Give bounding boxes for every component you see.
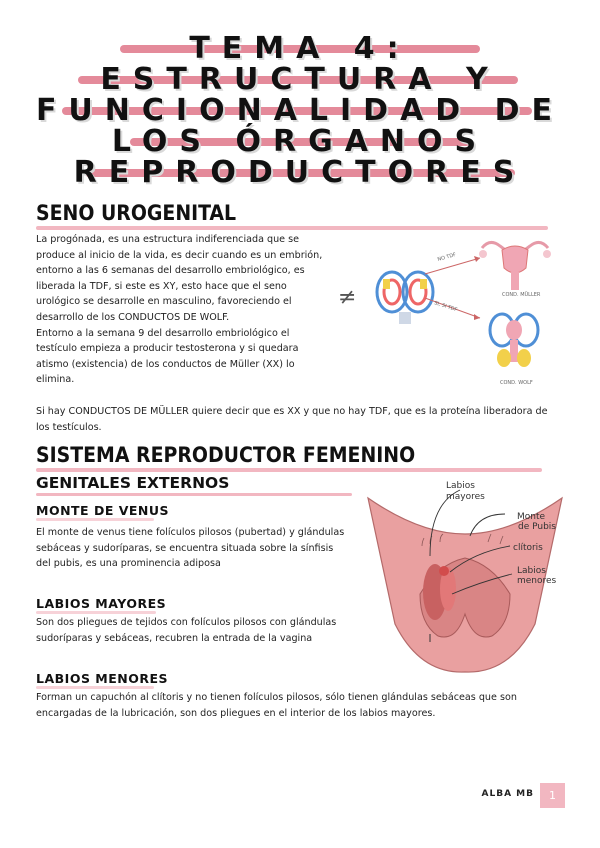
external-genitalia-figure bbox=[360, 474, 570, 674]
seno-paragraph-2: Entorno a la semana 9 del desarrollo embriológico el testículo empieza a producir testosterona y si quedara atismo (existencia) de los conductos de Müller (XX) lo elimina. bbox=[36, 327, 299, 386]
label-labios-menores-1: Labios bbox=[517, 566, 546, 576]
page-number: 1 bbox=[540, 783, 565, 808]
seno-paragraph-1: La progónada, es una estructura indiferenciada que se produce al inicio de la vida, es decir cuando es un embrión, entorno a las 6 semanas del desarrollo embriológico, es liberada la TDF, si este es XY, esto hace que el seno urológico se desarrolle en masculino, favoreciendo el desarrollo de los CONDUCTOS DE WOLF. bbox=[36, 234, 323, 323]
neq-symbol: ≠ bbox=[338, 285, 357, 310]
heading-underline bbox=[36, 686, 154, 689]
label-monte-pubis-2: de Pubis bbox=[518, 522, 556, 532]
seno-diagram bbox=[330, 234, 560, 394]
menores-text: Forman un capuchón al clítoris y no tienen folículos pilosos, sólo tienen glándulas sebáceas que son encargadas de la lubricación, son dos pliegues en el interior de los labios mayores. bbox=[36, 692, 517, 719]
title-line-2: ESTRUCTURA Y bbox=[100, 62, 500, 97]
female-uterus-illustration bbox=[479, 242, 551, 290]
section-underline bbox=[36, 468, 542, 472]
label-labios-mayores-2: mayores bbox=[446, 492, 485, 502]
title-line-4: LOS ÓRGANOS bbox=[111, 124, 489, 159]
label-labios-mayores-1: Labios bbox=[446, 481, 475, 491]
heading-underline bbox=[36, 518, 154, 521]
heading-menores: LABIOS MENORES bbox=[36, 671, 169, 686]
label-monte-pubis-1: Monte bbox=[517, 512, 546, 522]
heading-monte: MONTE DE VENUS bbox=[36, 503, 170, 518]
seno-wide-paragraph: Si hay CONDUCTOS DE MÜLLER quiere decir que es XX y que no hay TDF, que es la proteína liberadora de los testículos. bbox=[36, 406, 548, 433]
title-line bbox=[0, 93, 600, 128]
heading-mayores: LABIOS MAYORES bbox=[36, 596, 167, 611]
title-line bbox=[0, 124, 600, 159]
title-line bbox=[0, 62, 600, 97]
label-clitoris: clítoris bbox=[513, 543, 543, 553]
section-heading-sistema: SISTEMA REPRODUCTOR FEMENINO bbox=[36, 443, 416, 467]
caption-muller: COND. MÜLLER bbox=[502, 292, 541, 298]
undifferentiated-gonad-illustration bbox=[377, 272, 433, 324]
title-line bbox=[0, 31, 600, 66]
section-underline bbox=[36, 226, 548, 230]
subheading-genitales: GENITALES EXTERNOS bbox=[36, 474, 230, 492]
footer-author: ALBA MB bbox=[481, 789, 534, 799]
monte-text: El monte de venus tiene folículos pilosos (pubertad) y glándulas sebáceas y sudoríparas, se encuentra situada sobre la sínfisis del pubis, es una prominencia adiposa bbox=[36, 527, 345, 570]
heading-underline bbox=[36, 611, 156, 614]
male-duct-illustration bbox=[490, 314, 538, 367]
title-line-3: FUNCIONALIDAD DE bbox=[35, 93, 565, 128]
label-labios-menores-2: menores bbox=[517, 576, 557, 586]
title-line-1: TEMA 4: bbox=[189, 31, 411, 66]
subheading-underline bbox=[36, 493, 352, 496]
mayores-text: Son dos pliegues de tejidos con folículos pilosos con glándulas sudoríparas y sebáceas, recubren la entrada de la vagina bbox=[36, 617, 337, 644]
title-block bbox=[0, 31, 600, 190]
seno-text bbox=[36, 232, 328, 388]
section-heading-seno: SENO UROGENITAL bbox=[36, 201, 237, 225]
title-line-5: REPRODUCTORES bbox=[73, 155, 527, 190]
arrow-label-top: NO TDF bbox=[436, 251, 457, 263]
arrow-label-bottom: SI, SI TDF bbox=[433, 300, 458, 314]
title-line bbox=[0, 155, 600, 190]
caption-wolf: COND. WOLF bbox=[500, 380, 533, 386]
